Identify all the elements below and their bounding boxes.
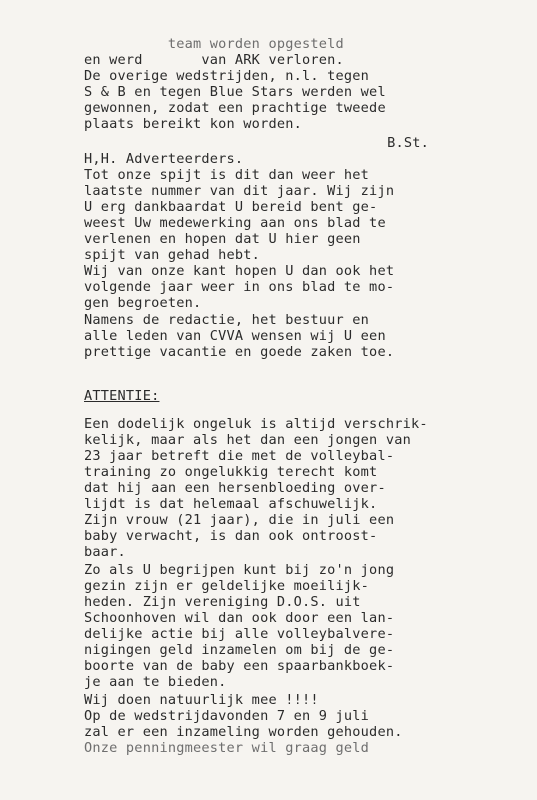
text-line: zal er een inzameling worden gehouden. <box>84 724 403 740</box>
text-line: De overige wedstrijden, n.l. tegen <box>84 68 370 84</box>
text-line: plaats bereikt kon worden. <box>84 116 302 132</box>
text-line: Wij van onze kant hopen U dan ook het <box>84 263 395 279</box>
text-line: S & B en tegen Blue Stars werden wel <box>84 84 386 100</box>
text-line: spijt van gehad hebt. <box>84 247 261 263</box>
text-line: Op de wedstrijdavonden 7 en 9 juli <box>84 708 370 724</box>
text-line: Onze penningmeester wil graag geld <box>84 740 370 756</box>
text-line: Namens de redactie, het bestuur en <box>84 312 370 328</box>
text-line: delijke actie bij alle volleybalvere- <box>84 626 395 642</box>
text-line: 23 jaar betreft die met de volleybal- <box>84 448 395 464</box>
text-line: Tot onze spijt is dit dan weer het <box>84 167 370 183</box>
text-line: gezin zijn er geldelijke moeilijk- <box>84 578 370 594</box>
text-line: alle leden van CVVA wensen wij U een <box>84 328 386 344</box>
signature: B.St. <box>387 135 429 151</box>
text-line: prettige vacantie en goede zaken toe. <box>84 344 395 360</box>
text-line: weest Uw medewerking aan ons blad te <box>84 215 386 231</box>
text-line: Schoonhoven wil dan ook door een lan- <box>84 610 395 626</box>
text-line: en werd van ARK verloren. <box>84 52 344 68</box>
text-line: Een dodelijk ongeluk is altijd verschrik- <box>84 416 428 432</box>
text-line: boorte van de baby een spaarbankboek- <box>84 658 395 674</box>
text-line: baar. <box>84 544 126 560</box>
text-line: baby verwacht, is dan ook ontroost- <box>84 528 378 544</box>
text-line: training zo ongelukkig terecht komt <box>84 464 378 480</box>
text-line: Zo als U begrijpen kunt bij zo'n jong <box>84 562 395 578</box>
text-line: lijdt is dat helemaal afschuwelijk. <box>84 496 378 512</box>
text-line: dat hij aan een hersenbloeding over- <box>84 480 386 496</box>
attention-heading: ATTENTIE: <box>84 388 160 404</box>
text-line: gen begroeten. <box>84 295 202 311</box>
text-line: gewonnen, zodat een prachtige tweede <box>84 100 386 116</box>
text-line: Wij doen natuurlijk mee !!!! <box>84 692 319 708</box>
text-line: Zijn vrouw (21 jaar), die in juli een <box>84 512 395 528</box>
text-line: team worden opgesteld <box>84 36 344 52</box>
text-line: U erg dankbaardat U bereid bent ge- <box>84 199 378 215</box>
text-line: volgende jaar weer in ons blad te mo- <box>84 279 395 295</box>
text-line: laatste nummer van dit jaar. Wij zijn <box>84 183 395 199</box>
text-line: heden. Zijn vereniging D.O.S. uit <box>84 594 361 610</box>
text-line: je aan te bieden. <box>84 674 227 690</box>
text-line: verlenen en hopen dat U hier geen <box>84 231 361 247</box>
text-line: kelijk, maar als het dan een jongen van <box>84 432 411 448</box>
advertisers-greeting: H,H. Adverteerders. <box>84 151 244 167</box>
text-line: nigingen geld inzamelen om bij de ge- <box>84 642 395 658</box>
